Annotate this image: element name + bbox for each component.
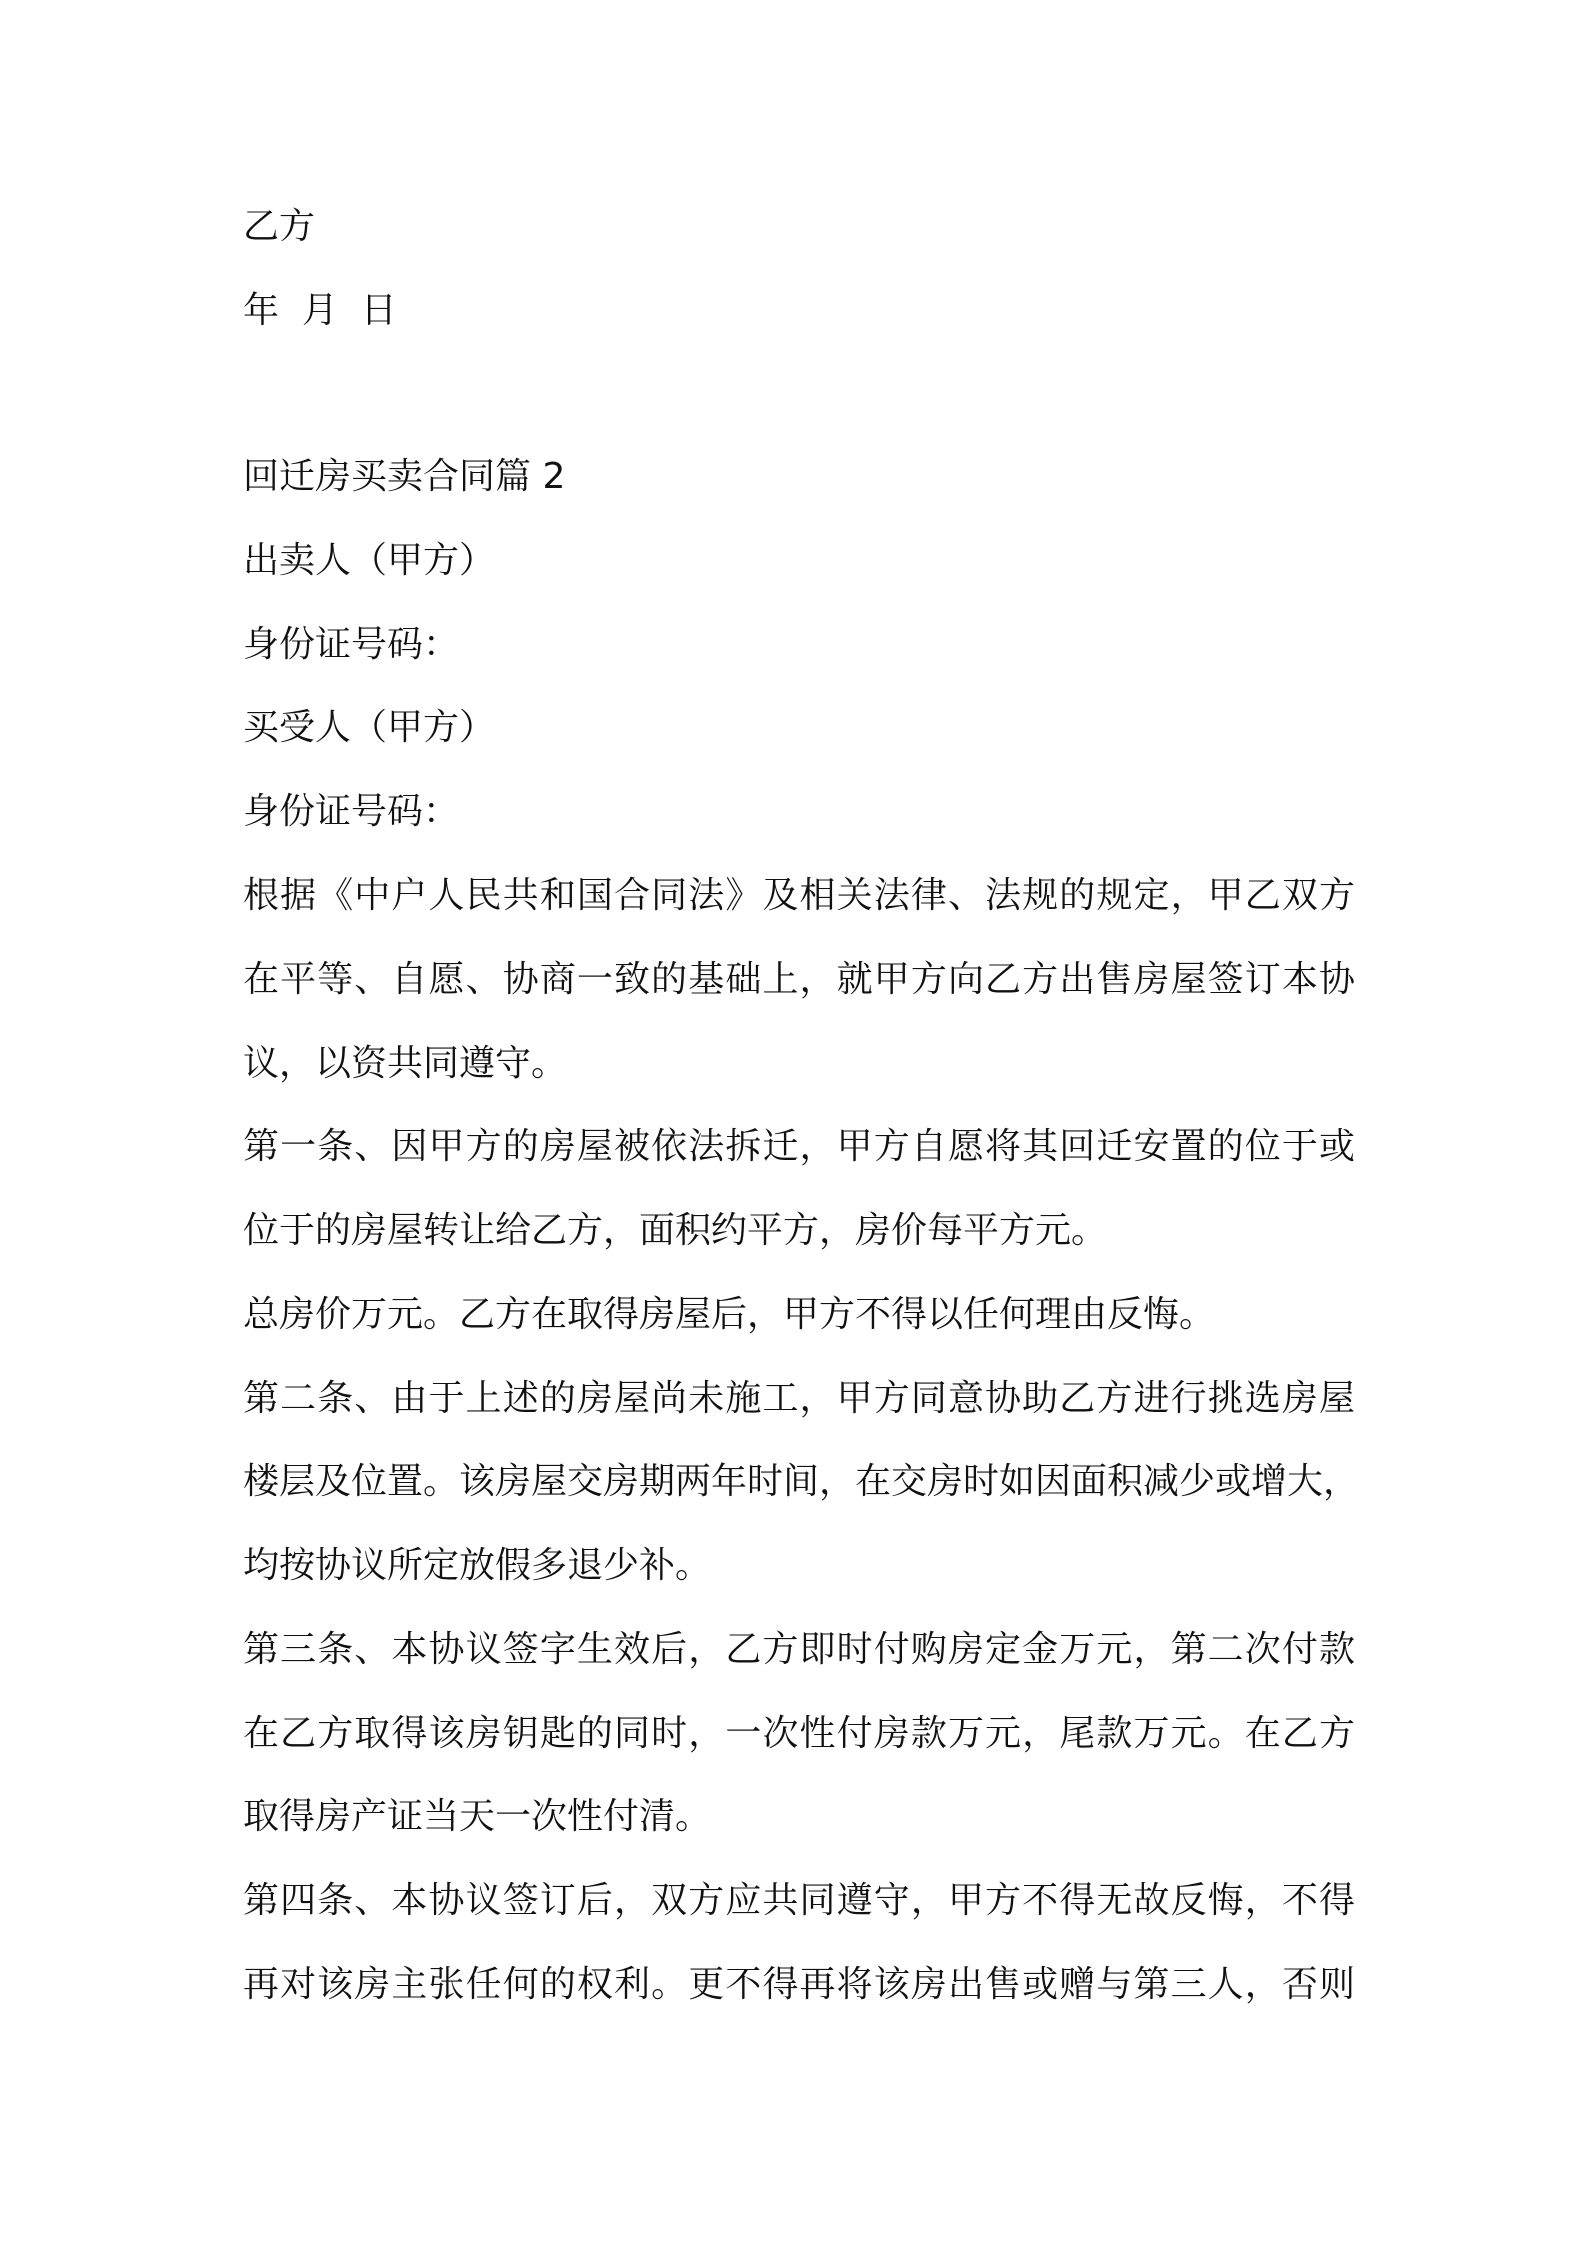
- article-2-line: 第二条、由于上述的房屋尚未施工，甲方同意协助乙方进行挑选房屋: [243, 1378, 1355, 1419]
- preamble-line: 在平等、自愿、协商一致的基础上，就甲方向乙方出售房屋签订本协: [243, 959, 1355, 1000]
- signature-party-b: 乙方: [243, 206, 316, 247]
- article-4-line: 第四条、本协议签订后，双方应共同遵守，甲方不得无故反悔，不得: [243, 1880, 1355, 1921]
- article-2-line: 楼层及位置。该房屋交房期两年时间，在交房时如因面积减少或增大，: [243, 1461, 1360, 1502]
- article-1-line: 位于的房屋转让给乙方，面积约平方，房价每平方元。: [243, 1210, 1108, 1251]
- article-2-line: 均按协议所定放假多退少补。: [243, 1545, 712, 1586]
- article-3-line: 第三条、本协议签字生效后，乙方即时付购房定金万元，第二次付款: [243, 1629, 1355, 1670]
- seller-label: 出卖人（甲方）: [243, 540, 496, 581]
- seller-id-label: 身份证号码：: [243, 624, 460, 665]
- article-1-line: 第一条、因甲方的房屋被依法拆迁，甲方自愿将其回迁安置的位于或: [243, 1126, 1355, 1167]
- buyer-id-label: 身份证号码：: [243, 791, 460, 832]
- buyer-label: 买受人（甲方）: [243, 707, 496, 748]
- preamble-line: 根据《中户人民共和国合同法》及相关法律、法规的规定，甲乙双方: [243, 875, 1355, 916]
- preamble-line: 议，以资共同遵守。: [243, 1043, 568, 1084]
- article-3-line: 在乙方取得该房钥匙的同时，一次性付房款万元，尾款万元。在乙方: [243, 1713, 1355, 1754]
- section-title: 回迁房买卖合同篇 2: [243, 456, 566, 497]
- signature-date: 年 月 日: [243, 290, 397, 331]
- article-3-line: 取得房产证当天一次性付清。: [243, 1796, 712, 1837]
- total-price-line: 总房价万元。乙方在取得房屋后，甲方不得以任何理由反悔。: [243, 1294, 1216, 1335]
- article-4-line: 再对该房主张任何的权利。更不得再将该房出售或赠与第三人，否则: [243, 1964, 1355, 2005]
